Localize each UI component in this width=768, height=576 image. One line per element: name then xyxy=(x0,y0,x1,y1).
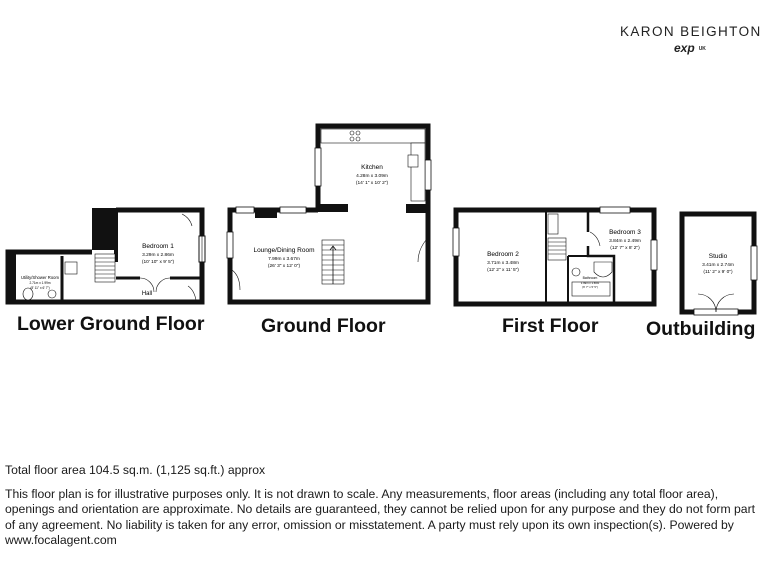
room-dim-m-bedroom1: 3.29m x 2.86m xyxy=(142,253,174,258)
window xyxy=(315,148,321,186)
room-dim-m-bedroom3: 3.84m x 2.49m xyxy=(609,239,641,244)
outbuilding-plan xyxy=(682,214,757,315)
room-dim-ft-bathroom: (6' 7" x 5' 5") xyxy=(582,285,598,289)
room-dim-ft-studio: (11' 2" x 9' 0") xyxy=(703,270,733,275)
room-name-kitchen: Kitchen xyxy=(361,164,383,171)
total-floor-area: Total floor area 104.5 sq.m. (1,125 sq.ft.) approx xyxy=(5,463,266,477)
window xyxy=(751,246,757,280)
door-swing xyxy=(182,214,192,226)
basin-icon xyxy=(48,290,56,298)
door-swing xyxy=(156,278,170,292)
floor-label-outbuilding: Outbuilding xyxy=(646,318,756,340)
fireplace xyxy=(255,209,277,218)
door-swing xyxy=(188,286,196,300)
room-dim-m-kitchen: 4.28m x 3.09m xyxy=(356,174,388,179)
window xyxy=(227,232,233,258)
window xyxy=(453,228,459,256)
logo-brand: KARON BEIGHTON xyxy=(620,24,762,39)
room-dim-ft-lounge: (26' 3" x 12' 0") xyxy=(267,264,301,269)
stairs-first xyxy=(548,214,566,260)
floor-label-lower-ground: Lower Ground Floor xyxy=(17,313,205,335)
footer xyxy=(5,463,763,549)
door-swing xyxy=(140,278,154,292)
wall-mass xyxy=(92,208,116,250)
lower-ground-floor-plan xyxy=(8,208,205,304)
logo-exp: exp xyxy=(674,41,695,55)
room-name-studio: Studio xyxy=(708,253,728,260)
chimney-breast xyxy=(318,204,348,212)
room-dim-ft-utility: (8' 11" x 6' 7") xyxy=(30,286,50,290)
room-name-bedroom3: Bedroom 3 xyxy=(609,229,641,236)
room-name-bedroom2: Bedroom 2 xyxy=(487,251,519,258)
logo-uk: UK xyxy=(698,45,706,52)
door-swing xyxy=(232,270,240,290)
stairs-lower xyxy=(95,254,115,282)
room-dim-ft-bedroom1: (10' 10" x 9' 5") xyxy=(141,260,175,265)
window xyxy=(600,207,630,213)
door-swing xyxy=(590,232,600,246)
shower-tray xyxy=(65,262,77,274)
room-dim-m-bathroom: 1.99m x 1.66m xyxy=(580,281,600,285)
first-floor-plan xyxy=(453,207,657,304)
door-swing xyxy=(418,240,426,262)
toilet-icon xyxy=(572,268,580,276)
floor-label-first: First Floor xyxy=(502,315,599,337)
window xyxy=(280,207,306,213)
window xyxy=(651,240,657,270)
disclaimer: This floor plan is for illustrative purposes only. It is not drawn to scale. Any measurements, floor areas (including any total floor area), openings and orientation are approximate. No details are guaranteed, they cannot be relied upon for any purpose and they do not form part of any agreement. No liability is taken for any error, omission or misstatement. A party must rely upon its own inspection(s). Powered by www.focalagent.com xyxy=(5,486,756,548)
room-name-bedroom1: Bedroom 1 xyxy=(142,243,174,250)
sink-icon xyxy=(594,262,612,277)
window xyxy=(425,160,431,190)
wall-mass xyxy=(406,204,426,213)
ground-floor-plan xyxy=(227,126,431,302)
room-dim-ft-bedroom2: (12' 2" x 11' 5") xyxy=(487,268,519,273)
room-name-utility: Utility/Shower Room xyxy=(21,275,59,280)
room-dim-m-lounge: 7.99m x 3.67m xyxy=(268,257,300,262)
room-dim-m-utility: 2.71m x 1.99m xyxy=(29,281,51,285)
floor-label-ground: Ground Floor xyxy=(261,315,386,337)
room-dim-ft-bedroom3: (12' 7" x 8' 2") xyxy=(610,246,640,251)
room-dim-m-studio: 3.41m x 2.74m xyxy=(702,263,734,268)
window xyxy=(236,207,254,213)
room-name-hall: Hall xyxy=(141,291,153,297)
room-name-lounge: Lounge/Dining Room xyxy=(253,247,315,254)
room-dim-ft-kitchen: (14' 1" x 10' 2") xyxy=(355,181,389,186)
room-dim-m-bedroom2: 3.71m x 3.48m xyxy=(487,261,519,266)
room-name-bathroom: Bathroom xyxy=(582,276,598,280)
stairs-ground xyxy=(322,240,344,284)
